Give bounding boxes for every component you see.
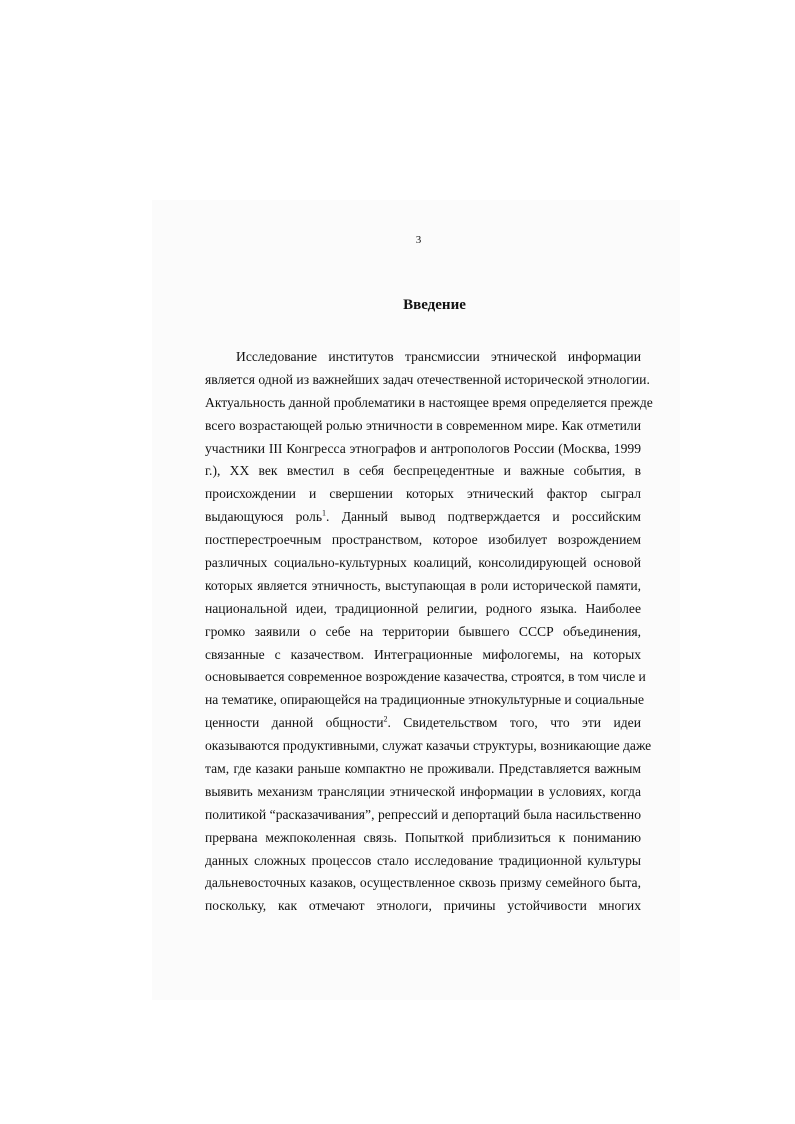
text-line-content: является одной из важнейших задач отечественной исторической этнологии. bbox=[205, 371, 650, 387]
text-line-content: происхождении и свершении которых этнический фактор сыграл bbox=[205, 486, 641, 502]
text-line-content: выдающуюся роль bbox=[205, 509, 323, 525]
text-line bbox=[205, 415, 641, 438]
text-line bbox=[205, 712, 641, 735]
page-number: 3 bbox=[415, 234, 422, 246]
text-line-content: на тематике, опирающейся на традиционные этнокультурные и социальные bbox=[205, 692, 645, 708]
text-line bbox=[205, 346, 641, 369]
text-line-content: всего возрастающей ролью этничности в современном мире. Как отметили bbox=[205, 417, 641, 433]
text-line bbox=[205, 529, 641, 552]
text-line bbox=[205, 621, 641, 644]
text-line bbox=[205, 758, 641, 781]
text-line-content: поскольку, как отмечают этнологи, причины устойчивости многих bbox=[205, 898, 641, 914]
text-line bbox=[205, 827, 641, 850]
text-line bbox=[205, 804, 641, 827]
text-line bbox=[205, 689, 645, 712]
body-text bbox=[205, 346, 653, 918]
footnote-marker: 1 bbox=[322, 508, 327, 518]
text-line bbox=[205, 666, 646, 689]
text-line-content: оказываются продуктивными, служат казачьи структуры, возникающие даже bbox=[205, 738, 652, 754]
text-line bbox=[205, 644, 641, 667]
text-line bbox=[205, 438, 641, 461]
text-line-content: различных социально-культурных коалиций, консолидирующей основой bbox=[205, 555, 641, 571]
text-line-content: политикой “расказачивания”, репрессий и депортаций была насильственно bbox=[205, 806, 641, 822]
text-line-content: данных сложных процессов стало исследование традиционной культуры bbox=[205, 852, 641, 868]
text-line bbox=[205, 735, 652, 758]
text-line-content: громко заявили о себе на территории бывшего СССР объединения, bbox=[205, 623, 641, 639]
text-line-content: которых является этничность, выступающая в роли исторической памяти, bbox=[205, 577, 641, 593]
section-heading: Введение bbox=[403, 297, 466, 313]
text-line bbox=[205, 392, 653, 415]
text-line bbox=[205, 781, 641, 804]
text-line-content: прервана межпоколенная связь. Попыткой приблизиться к пониманию bbox=[205, 829, 641, 845]
text-line-content: г.), XX век вместил в себя беспрецедентные и важные события, в bbox=[205, 463, 641, 479]
text-line-content: выявить механизм трансляции этнической информации в условиях, когда bbox=[205, 783, 641, 799]
text-line-content: национальной идеи, традиционной религии, родного языка. Наиболее bbox=[205, 600, 641, 616]
text-line-continuation: . Данный вывод подтверждается и российским bbox=[326, 509, 641, 525]
text-line-content: ценности данной общности bbox=[205, 715, 384, 731]
text-line-content: участники III Конгресса этнографов и антропологов России (Москва, 1999 bbox=[205, 440, 641, 456]
text-line bbox=[205, 506, 641, 529]
text-line bbox=[205, 850, 641, 873]
text-line-content: дальневосточных казаков, осуществленное сквозь призму семейного быта, bbox=[205, 875, 641, 891]
text-line bbox=[205, 872, 641, 895]
text-line-content: основывается современное возрождение казачества, строятся, в том числе и bbox=[205, 669, 646, 685]
text-line-content: Актуальность данной проблематики в настоящее время определяется прежде bbox=[205, 394, 653, 410]
text-line-content: связанные с казачеством. Интеграционные мифологемы, на которых bbox=[205, 646, 641, 662]
text-line bbox=[205, 575, 641, 598]
text-line-content: постперестроечным пространством, которое изобилует возрождением bbox=[205, 532, 641, 548]
text-line bbox=[205, 369, 650, 392]
text-line bbox=[205, 460, 641, 483]
text-line-continuation: . Свидетельством того, что эти идеи bbox=[387, 715, 641, 731]
text-line-content: Исследование институтов трансмиссии этнической информации bbox=[236, 349, 641, 364]
text-line bbox=[205, 552, 641, 575]
footnote-marker: 2 bbox=[383, 714, 388, 724]
text-line bbox=[205, 598, 641, 621]
text-line bbox=[205, 483, 641, 506]
text-line bbox=[205, 895, 641, 918]
text-line-content: там, где казаки раньше компактно не проживали. Представляется важным bbox=[205, 761, 641, 777]
